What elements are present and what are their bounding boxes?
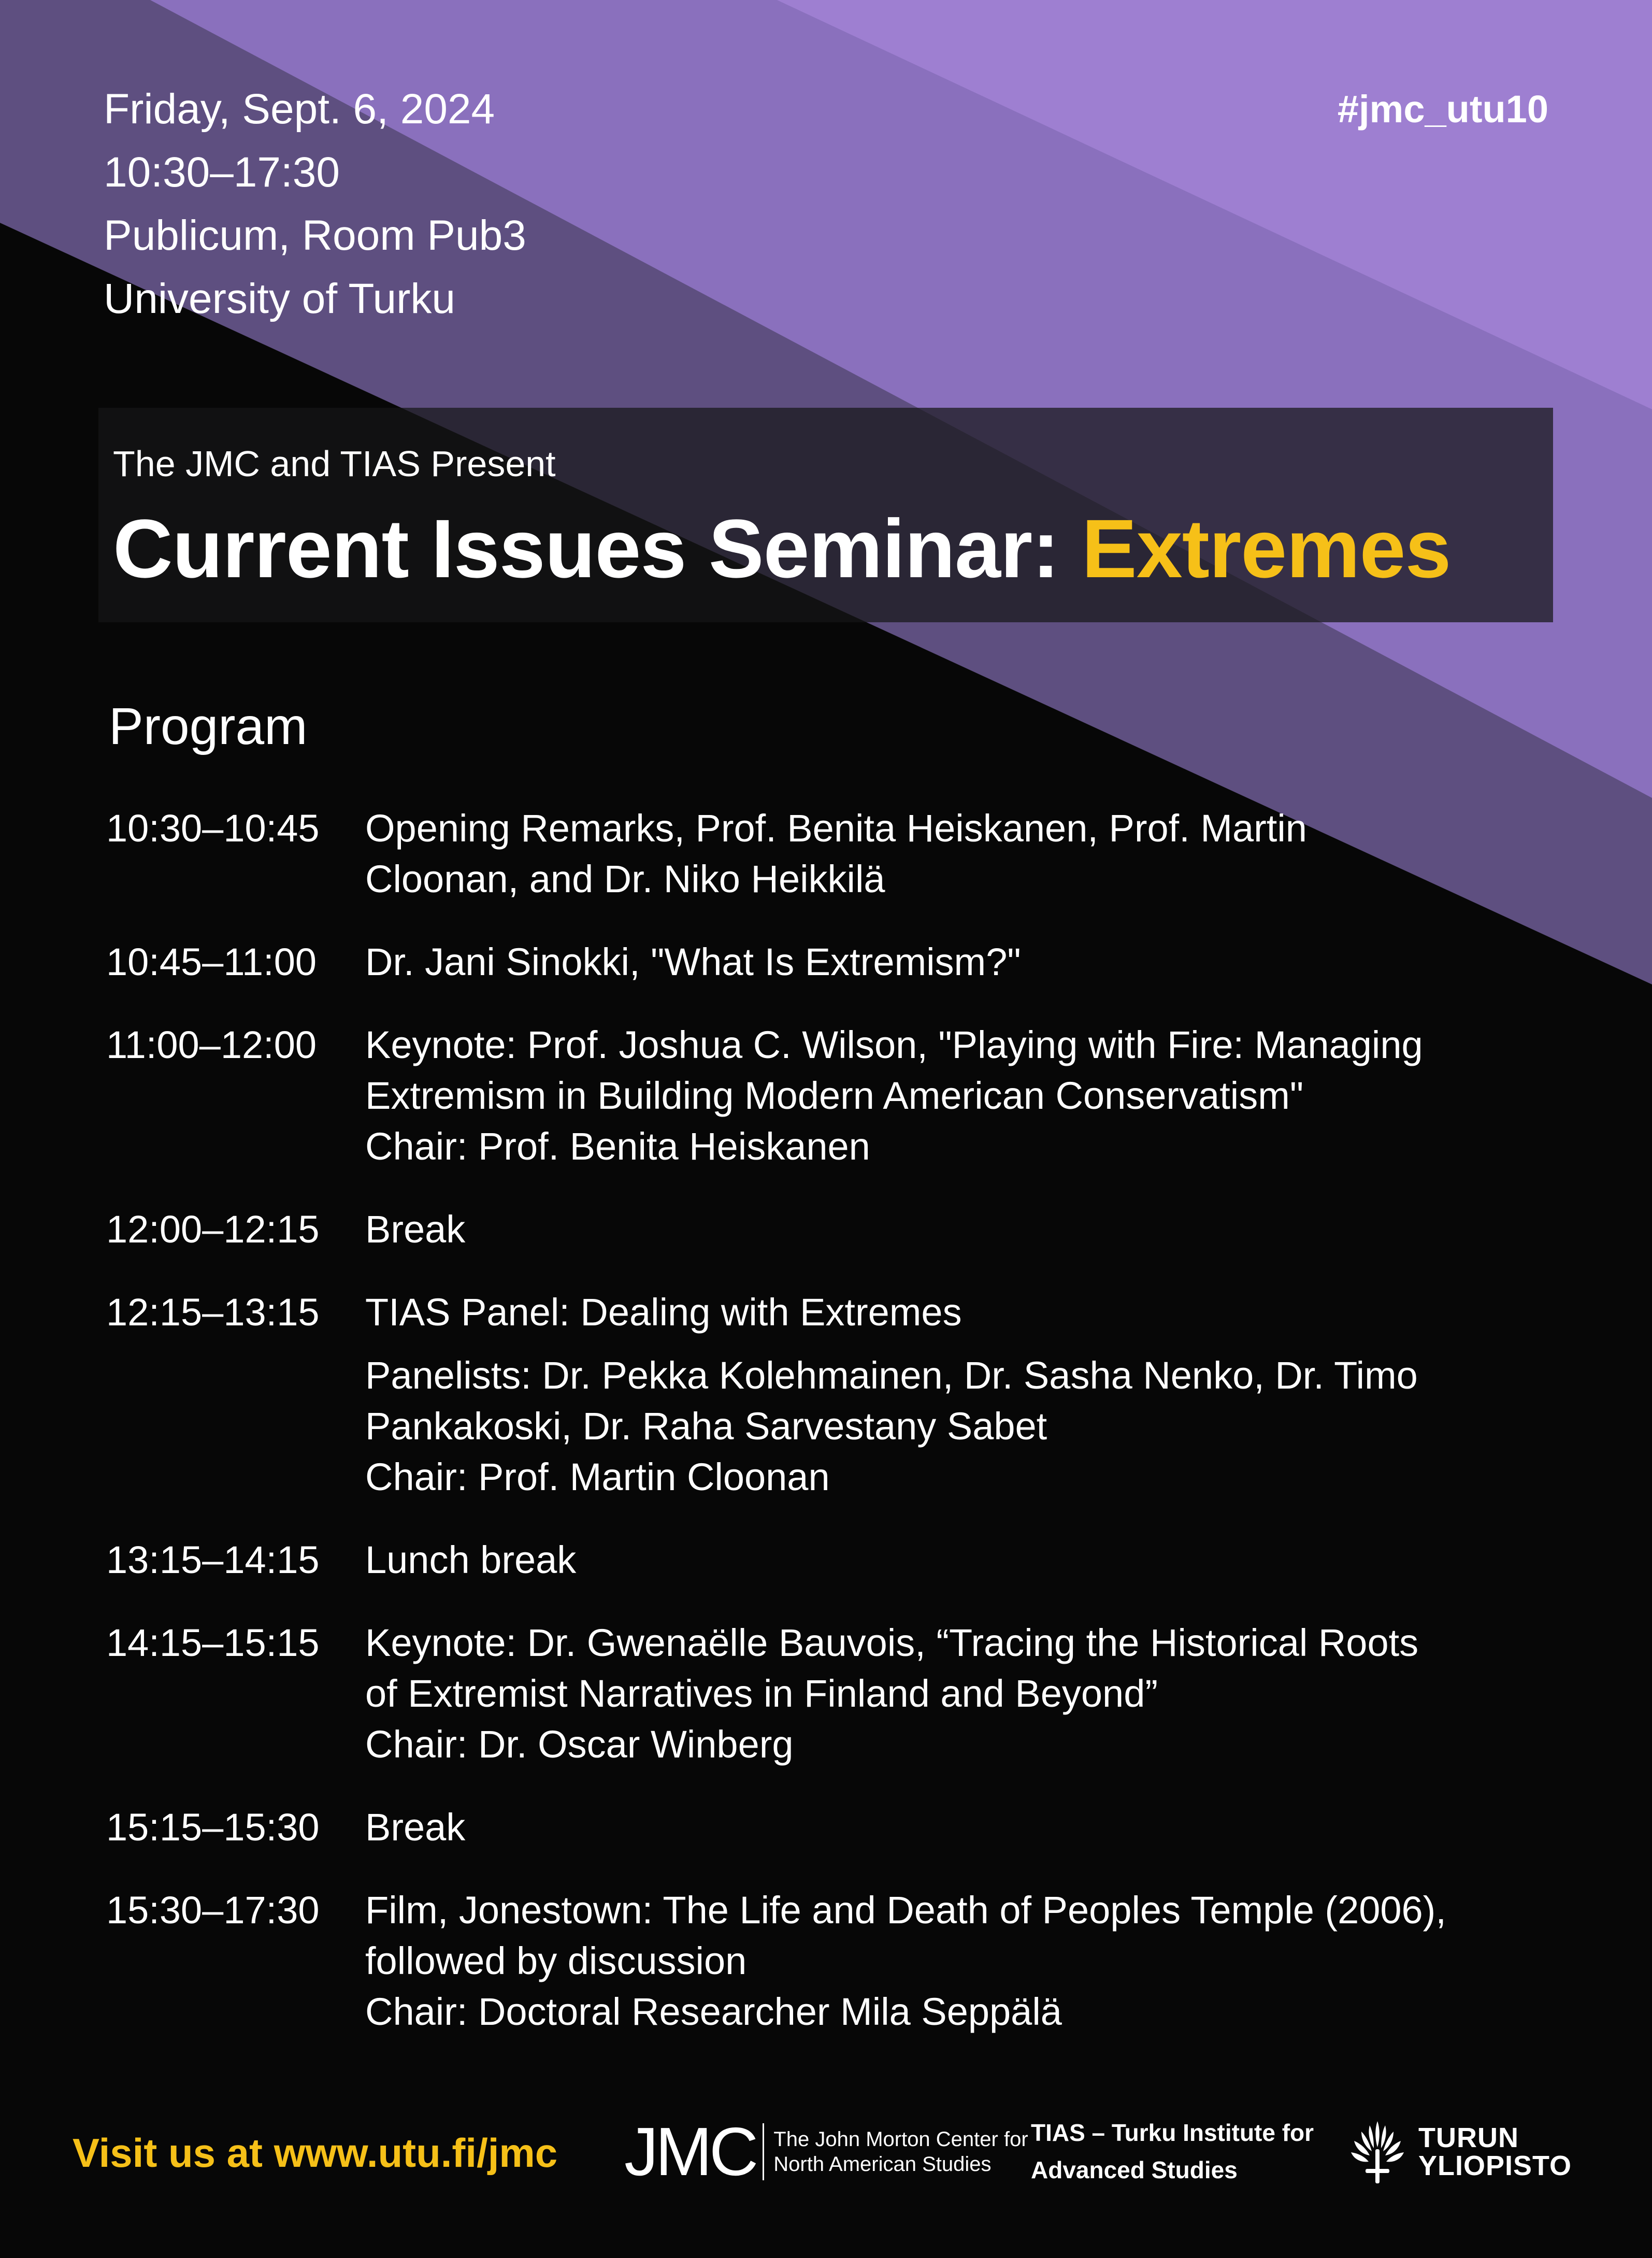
jmc-name-line1: The John Morton Center for — [773, 2128, 1028, 2151]
presenter-line: The JMC and TIAS Present — [113, 444, 556, 484]
event-university: University of Turku — [104, 275, 455, 322]
program-entry-details — [365, 1885, 1557, 2037]
program-entry — [106, 1020, 1557, 1172]
program-entry-line: TIAS Panel: Dealing with Extremes — [365, 1291, 962, 1334]
program-entry — [106, 1885, 1557, 2037]
program-entry-line: Keynote: Prof. Joshua C. Wilson, "Playing with Fire: Managing — [365, 1023, 1423, 1066]
program-entry-details — [365, 1618, 1557, 1770]
program-entry-time: 12:00–12:15 — [106, 1208, 320, 1251]
program-entry — [106, 937, 1557, 988]
jmc-logo-mark: JMC — [624, 2113, 756, 2190]
event-date: Friday, Sept. 6, 2024 — [104, 85, 495, 133]
utu-emblem-icon — [1347, 2118, 1408, 2185]
program-entry-time: 15:15–15:30 — [106, 1806, 320, 1849]
visit-link[interactable]: Visit us at www.utu.fi/jmc — [73, 2130, 558, 2176]
program-entry — [106, 1535, 1557, 1585]
program-entry — [106, 1287, 1557, 1503]
program-entry-line: Panelists: Dr. Pekka Kolehmainen, Dr. Sasha Nenko, Dr. Timo — [365, 1354, 1418, 1397]
utu-line1: TURUN — [1418, 2122, 1519, 2153]
tias-line1: TIAS – Turku Institute for — [1031, 2119, 1314, 2146]
program-entry-details — [365, 1204, 1557, 1255]
program-entry-time: 11:00–12:00 — [106, 1023, 317, 1066]
tias-logo — [1031, 2114, 1314, 2189]
program-entry-line: Lunch break — [365, 1538, 577, 1581]
program-entry-line: Break — [365, 1208, 466, 1251]
program-entry-time: 13:15–14:15 — [106, 1538, 320, 1581]
program-entry-line: Pankakoski, Dr. Raha Sarvestany Sabet — [365, 1405, 1047, 1448]
program-entry-time: 15:30–17:30 — [106, 1889, 320, 1932]
event-info — [104, 78, 526, 331]
program-entry-line: Film, Jonestown: The Life and Death of Peoples Temple (2006), — [365, 1889, 1446, 1932]
program-entry-line: of Extremist Narratives in Finland and Beyond” — [365, 1672, 1158, 1715]
jmc-name-line2: North American Studies — [773, 2153, 992, 2176]
program-entry-details — [365, 1287, 1557, 1503]
program-entry-line: Chair: Dr. Oscar Winberg — [365, 1723, 794, 1766]
program-list — [106, 803, 1557, 2069]
program-entry-line: Break — [365, 1806, 466, 1849]
program-entry-line: Opening Remarks, Prof. Benita Heiskanen, Prof. Martin — [365, 807, 1307, 850]
event-time: 10:30–17:30 — [104, 149, 340, 196]
title-box — [98, 408, 1553, 622]
program-entry — [106, 1204, 1557, 1255]
program-entry-line: Extremism in Building Modern American Conservatism" — [365, 1074, 1304, 1117]
program-entry-time: 10:30–10:45 — [106, 807, 320, 850]
jmc-logo — [624, 2113, 1028, 2190]
program-entry-time: 14:15–15:15 — [106, 1621, 320, 1664]
program-entry — [106, 1802, 1557, 1853]
hashtag: #jmc_utu10 — [1337, 88, 1548, 131]
program-entry-details — [365, 937, 1557, 988]
program-entry-details — [365, 1802, 1557, 1853]
utu-wordmark — [1418, 2124, 1572, 2180]
footer — [0, 2067, 1652, 2190]
program-entry-line: Cloonan, and Dr. Niko Heikkilä — [365, 858, 885, 901]
utu-line2: YLIOPISTO — [1418, 2150, 1572, 2181]
title-main: Current Issues Seminar: — [113, 502, 1082, 595]
jmc-logo-divider — [763, 2123, 764, 2180]
program-entry-details — [365, 1020, 1557, 1172]
title-accent: Extremes — [1081, 502, 1451, 595]
jmc-logo-text — [773, 2127, 1028, 2177]
program-entry — [106, 803, 1557, 905]
program-entry-line: followed by discussion — [365, 1939, 747, 1982]
program-heading: Program — [109, 697, 308, 755]
program-entry-line: Chair: Prof. Martin Cloonan — [365, 1455, 830, 1498]
program-entry-time: 12:15–13:15 — [106, 1291, 320, 1334]
utu-logo — [1347, 2118, 1572, 2185]
program-entry-details — [365, 803, 1557, 905]
tias-line2: Advanced Studies — [1031, 2156, 1238, 2183]
program-entry-line: Keynote: Dr. Gwenaëlle Bauvois, “Tracing the Historical Roots — [365, 1621, 1419, 1664]
program-entry-line: Chair: Doctoral Researcher Mila Seppälä — [365, 1990, 1062, 2033]
program-entry-line: Dr. Jani Sinokki, "What Is Extremism?" — [365, 940, 1021, 983]
program-entry-details — [365, 1535, 1557, 1585]
event-venue: Publicum, Room Pub3 — [104, 212, 526, 259]
program-entry-line: Chair: Prof. Benita Heiskanen — [365, 1125, 870, 1168]
program-entry-time: 10:45–11:00 — [106, 940, 317, 983]
page-title — [113, 501, 1450, 596]
program-entry — [106, 1618, 1557, 1770]
